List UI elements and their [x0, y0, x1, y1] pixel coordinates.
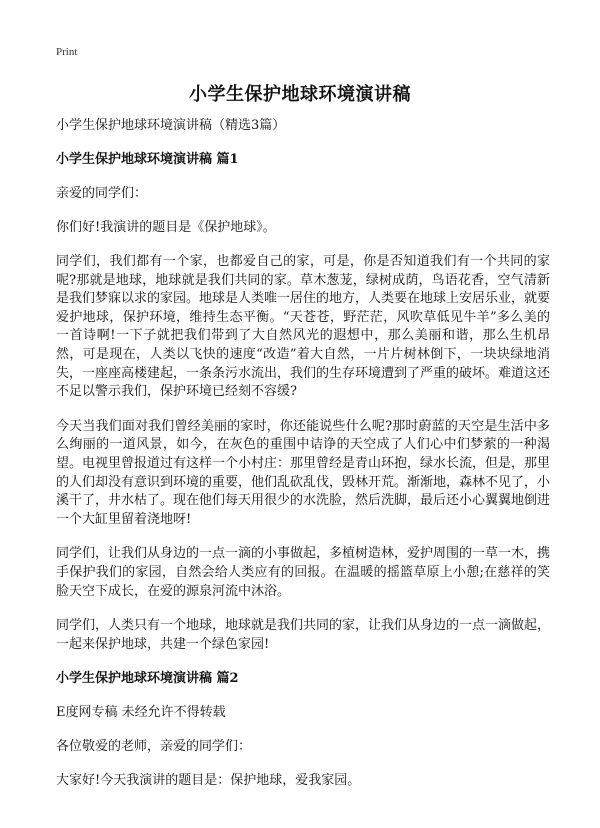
paragraph-body: 今天当我们面对我们曾经美丽的家时，你还能说些什么呢?那时蔚蓝的天空是生活中多么绚丽的一道风景，如今，在灰色的重围中诘诤的天空成了人们心中们梦萦的一种渴望。电视里曾报道过有这样一个小村庄：那里曾经是青山环抱，绿水长流，但是，那里的人们却没有意识到环境的重要，他们乱砍乱伐，毁林开荒。渐渐地，森林不见了，小溪干了，井水枯了。现在他们每天用很少的水洗脸，然后洗脚，最后还小心翼翼地倒进一个大缸里留着浇地呀!: [56, 418, 551, 527]
paragraph-intro: 你们好!我演讲的题目是《保护地球》。: [56, 220, 276, 235]
print-link[interactable]: Print: [56, 46, 78, 58]
page-title: 小学生保护地球环境演讲稿: [189, 84, 411, 105]
section-heading-1: 小学生保护地球环境演讲稿 篇1: [56, 152, 239, 167]
paragraph-greeting: 各位敬爱的老师，亲爱的同学们：: [56, 739, 252, 755]
section-heading-2: 小学生保护地球环境演讲稿 篇2: [56, 671, 239, 687]
document-body: [56, 117, 550, 806]
paragraph-greeting: 亲爱的同学们：: [56, 186, 148, 201]
paragraph-body: 同学们，让我们从身边的一点一滴的小事做起，多植树造林，爱护周围的一草一木，携手保护我们的家园，自然会给人类应有的回报。在温暖的摇篮草原上小憩;在慈祥的笑脸天空下成长，在爱的源泉河流中沐浴。: [56, 546, 551, 599]
paragraph-notice: E度网专稿 未经允许不得转载: [56, 705, 226, 721]
document-subtitle: 小学生保护地球环境演讲稿（精选3篇）: [56, 118, 286, 133]
paragraph-closing: 同学们，人类只有一个地球，地球就是我们共同的家，让我们从身边的一点一滴做起，一起来保护地球，共建一个绿色家园!: [56, 618, 551, 652]
paragraph-intro: 大家好!今天我演讲的题目是：保护地球，爱我家园。: [56, 773, 361, 789]
paragraph-body: 同学们，我们都有一个家，也都爱自己的家，可是，你是否知道我们有一个共同的家呢?那就是地球，地球就是我们共同的家。草木葱茏，绿树成荫，鸟语花香，空气清新是我们梦寐以求的家园。地球是人类唯一居住的地方，人类要在地球上安居乐业，就要爱护地球，保护环境，维持生态平衡。“天苍苍，野茫茫，风吹草低见牛羊”多么美的一首诗啊!一下子就把我们带到了大自然风光的遐想中，那么美丽和谐，那么生机昂然，可是现在，人类以飞快的速度“改造”着大自然，一片片树林倒下，一块块绿地消失，一座座高楼建起，一条条污水流出，我们的生存环境遭到了严重的破坏。难道这还不足以警示我们，保护环境已经刻不容缓?: [56, 254, 551, 400]
